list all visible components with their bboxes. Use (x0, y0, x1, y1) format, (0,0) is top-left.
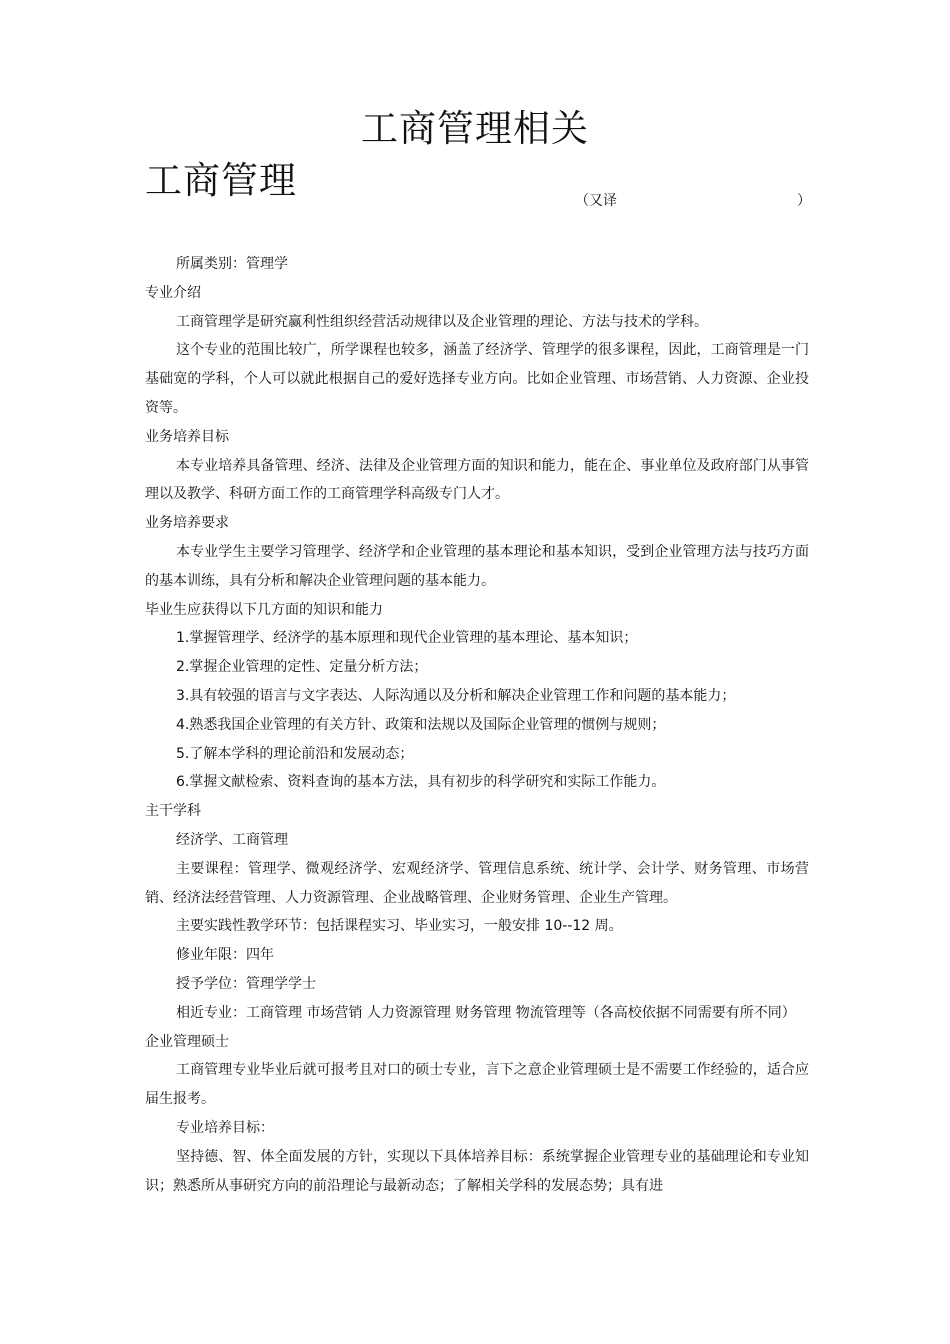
section-heading: 业务培养要求 (145, 515, 229, 532)
section-heading: 主干学科 (145, 803, 201, 820)
paragraph: 主要课程：管理学、微观经济学、宏观经济学、管理信息系统、统计学、会计学、财务管理、市场营销、经济法经营管理、人力资源管理、企业战略管理、企业财务管理、企业生产管理。 (145, 860, 809, 906)
paragraph: 相近专业：工商管理 市场营销 人力资源管理 财务管理 物流管理等（各高校依据不同需要有所不同） (176, 1004, 796, 1021)
paragraph: 所属类别：管理学 (176, 256, 288, 272)
paragraph: 专业培养目标： (176, 1119, 274, 1136)
paragraph: 5.了解本学科的理论前沿和发展动态； (176, 745, 414, 762)
main-title: 工商管理相关 (361, 107, 589, 150)
section-title: 工商管理 (145, 159, 297, 202)
paragraph: 6.掌握文献检索、资料查询的基本方法，具有初步的科学研究和实际工作能力。 (176, 774, 666, 791)
paragraph: 2.掌握企业管理的定性、定量分析方法； (176, 659, 428, 676)
paragraph: 坚持德、智、体全面发展的方针，实现以下具体培养目标：系统掌握企业管理专业的基础理论和专业知识；熟悉所从事研究方向的前沿理论与最新动态；了解相关学科的发展态势；具有进 (145, 1148, 809, 1194)
section-heading: 专业介绍 (145, 284, 201, 301)
paragraph: 经济学、工商管理 (176, 831, 288, 848)
paragraph: 主要实践性教学环节：包括课程实习、毕业实习，一般安排 10--12 周。 (176, 918, 623, 935)
section-heading: 毕业生应获得以下几方面的知识和能力 (145, 601, 383, 618)
alias-close: ） (797, 193, 811, 209)
paragraph: 3.具有较强的语言与文字表达、人际沟通以及分析和解决企业管理工作和问题的基本能力； (176, 687, 736, 704)
paragraph: 授予学位：管理学学士 (176, 975, 316, 992)
paragraph: 工商管理学是研究赢利性组织经营活动规律以及企业管理的理论、方法与技术的学科。 (176, 313, 708, 330)
alias-note (575, 190, 811, 210)
paragraph: 本专业培养具备管理、经济、法律及企业管理方面的知识和能力，能在企、事业单位及政府部门从事管理以及教学、科研方面工作的工商管理学科高级专门人才。 (145, 457, 809, 503)
paragraph: 4.熟悉我国企业管理的有关方针、政策和法规以及国际企业管理的惯例与规则； (176, 716, 666, 733)
paragraph: 本专业学生主要学习管理学、经济学和企业管理的基本理论和基本知识，受到企业管理方法与技巧方面的基本训练，具有分析和解决企业管理问题的基本能力。 (145, 543, 809, 589)
paragraph: 这个专业的范围比较广，所学课程也较多，涵盖了经济学、管理学的很多课程，因此，工商管理是一门基础宽的学科，个人可以就此根据自己的爱好选择专业方向。比如企业管理、市场营销、人力资源、企业投资等。 (145, 342, 809, 416)
document-body (145, 250, 809, 1200)
section-heading: 业务培养目标 (145, 428, 229, 445)
paragraph: 1.掌握管理学、经济学的基本原理和现代企业管理的基本理论、基本知识； (176, 630, 638, 647)
alias-open: （又译 (575, 193, 617, 209)
paragraph: 工商管理专业毕业后就可报考且对口的硕士专业，言下之意企业管理硕士是不需要工作经验的，适合应届生报考。 (145, 1062, 809, 1108)
section-heading: 企业管理硕士 (145, 1033, 229, 1050)
paragraph: 修业年限：四年 (176, 947, 274, 964)
